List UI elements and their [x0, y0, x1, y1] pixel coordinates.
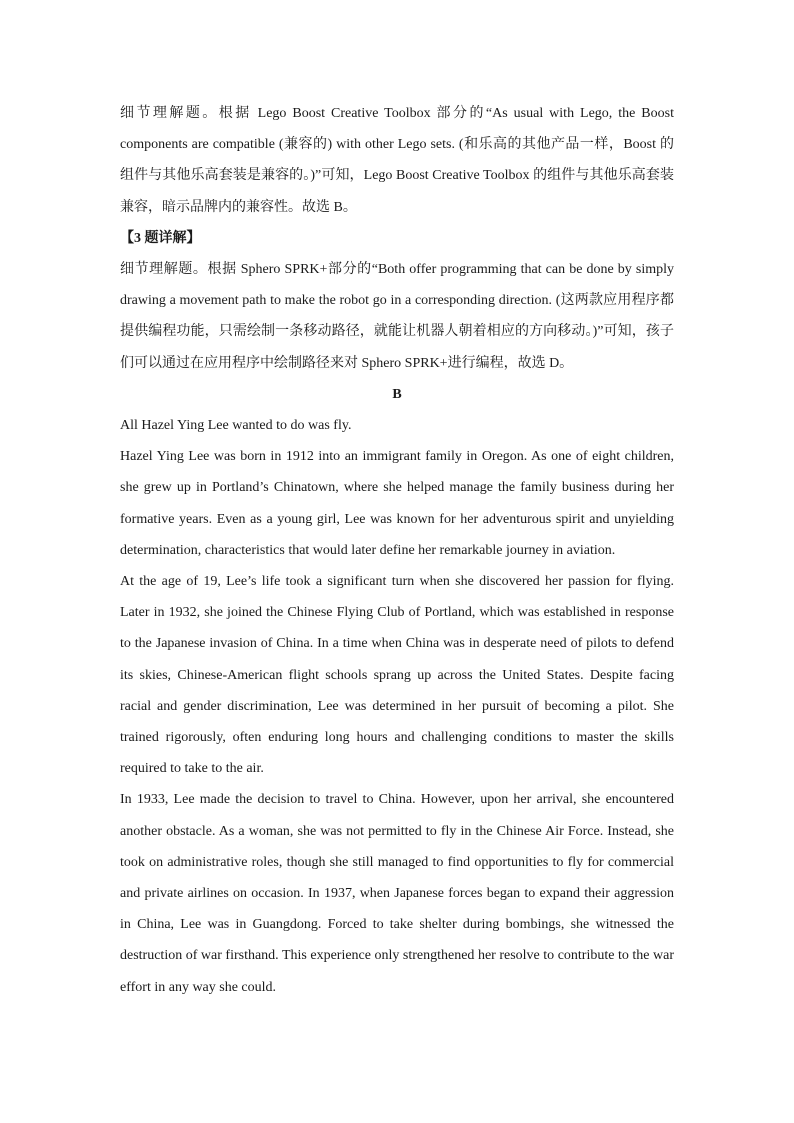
- passage-paragraph: In 1933, Lee made the decision to travel to China. However, upon her arrival, she encountered another obstacle. As a woman, she was not permitted to fly in the Chinese Air Force. Instead, she took on administrative roles, though she still managed to find opportunities to fly for commercial and private airlines on occasion. In 1937, when Japanese forces began to expand their aggression in China, Lee was in Guangdong. Forced to take shelter during bombings, she witnessed the destruction of war firsthand. This experience only strengthened her resolve to contribute to the war effort in any way she could.: [120, 792, 674, 995]
- question-3-heading: 【3 题详解】: [120, 230, 201, 246]
- passage-intro-sentence: All Hazel Ying Lee wanted to do was fly.: [120, 418, 352, 434]
- passage-paragraph: Hazel Ying Lee was born in 1912 into an immigrant family in Oregon. As one of eight children, she grew up in Portland’s Chinatown, where she helped manage the family business during her formative years. Even as a young girl, Lee was known for her adventurous spirit and unyielding determination, characteristics that would later define her remarkable journey in aviation.: [120, 449, 674, 558]
- passage-paragraph: At the age of 19, Lee’s life took a significant turn when she discovered her passion for flying. Later in 1932, she joined the Chinese Flying Club of Portland, which was established in response to the Japanese invasion of China. In a time when China was in desperate need of pilots to defend its skies, Chinese-American flight schools sprang up across the United States. Despite facing racial and gender discrimination, Lee was determined in her pursuit of becoming a pilot. She trained rigorously, often enduring long hours and challenging conditions to master the skills required to take to the air.: [120, 574, 674, 777]
- explanation-paragraph-q3: 细节理解题。根据 Sphero SPRK+部分的“Both offer programming that can be done by simply drawing a movement path to make the robot go in a corresponding direction. (这两款应用程序都提供编程功能，只需绘制一条移动路径，就能让机器人朝着相应的方向移动。)”可知，孩子们可以通过在应用程序中绘制路径来对 Sphero SPRK+进行编程，故选 D。: [120, 262, 674, 371]
- section-b-title: B: [392, 386, 402, 402]
- explanation-paragraph-q2: 细节理解题。根据 Lego Boost Creative Toolbox 部分的“As usual with Lego, the Boost components are compatible (兼容的) with other Lego sets. (和乐高的其他产品一样，Boost 的组件与其他乐高套装是兼容的。)”可知，Lego Boost Creative Toolbox 的组件与其他乐高套装兼容，暗示品牌内的兼容性。故选 B。: [120, 106, 674, 215]
- document-page: [120, 98, 674, 1003]
